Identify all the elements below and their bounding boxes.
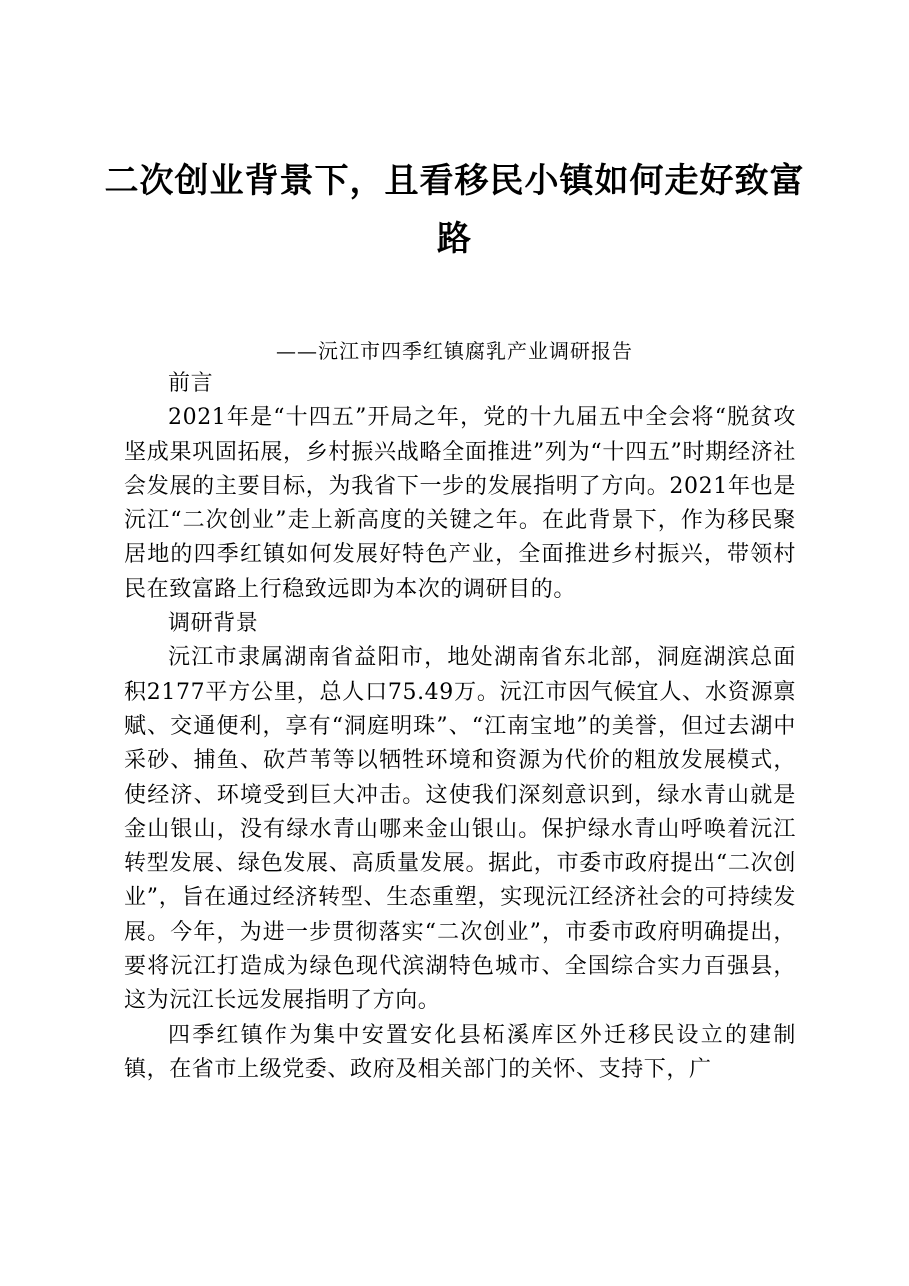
paragraph-background: 沅江市隶属湖南省益阳市，地处湖南省东北部，洞庭湖滨总面积2177平方公里，总人口75.49万。沅江市因气候宜人、水资源禀赋、交通便利，享有“洞庭明珠”、“江南宝地”的美誉，但过去湖中采砂、捕鱼、砍芦苇等以牺牲环境和资源为代价的粗放发展模式，使经济、环境受到巨大冲击。这使我们深刻意识到，绿水青山就是金山银山，没有绿水青山哪来金山银山。保护绿水青山呼唤着沅江转型发展、绿色发展、高质量发展。据此，市委市政府提出“二次创业”，旨在通过经济转型、生态重塑，实现沅江经济社会的可持续发展。今年，为进一步贯彻落实“二次创业”，市委市政府明确提出，要将沅江打造成为绿色现代滨湖特色城市、全国综合实力百强县，这为沅江长远发展指明了方向。: [124, 645, 796, 1014]
paragraph-preface: 2021年是“十四五”开局之年，党的十九届五中全会将“脱贫攻坚成果巩固拓展，乡村振兴战略全面推进”列为“十四五”时期经济社会发展的主要目标，为我省下一步的发展指明了方向。2021年也是沅江“二次创业”走上新高度的关键之年。在此背景下，作为移民聚居地的四季红镇如何发展好特色产业，全面推进乡村振兴，带领村民在致富路上行稳致远即为本次的调研目的。: [124, 405, 796, 602]
paragraph-sijihong: 四季红镇作为集中安置安化县柘溪库区外迁移民设立的建制镇，在省市上级党委、政府及相关部门的关怀、支持下，广: [124, 1022, 796, 1082]
section-heading-preface: 前言: [168, 371, 214, 396]
document-subtitle: ——沅江市四季红镇腐乳产业调研报告: [276, 339, 633, 363]
section-heading-background: 调研背景: [168, 611, 259, 637]
document-body: [124, 367, 796, 1087]
document-title: 二次创业背景下，且看移民小镇如何走好致富路: [104, 161, 805, 259]
